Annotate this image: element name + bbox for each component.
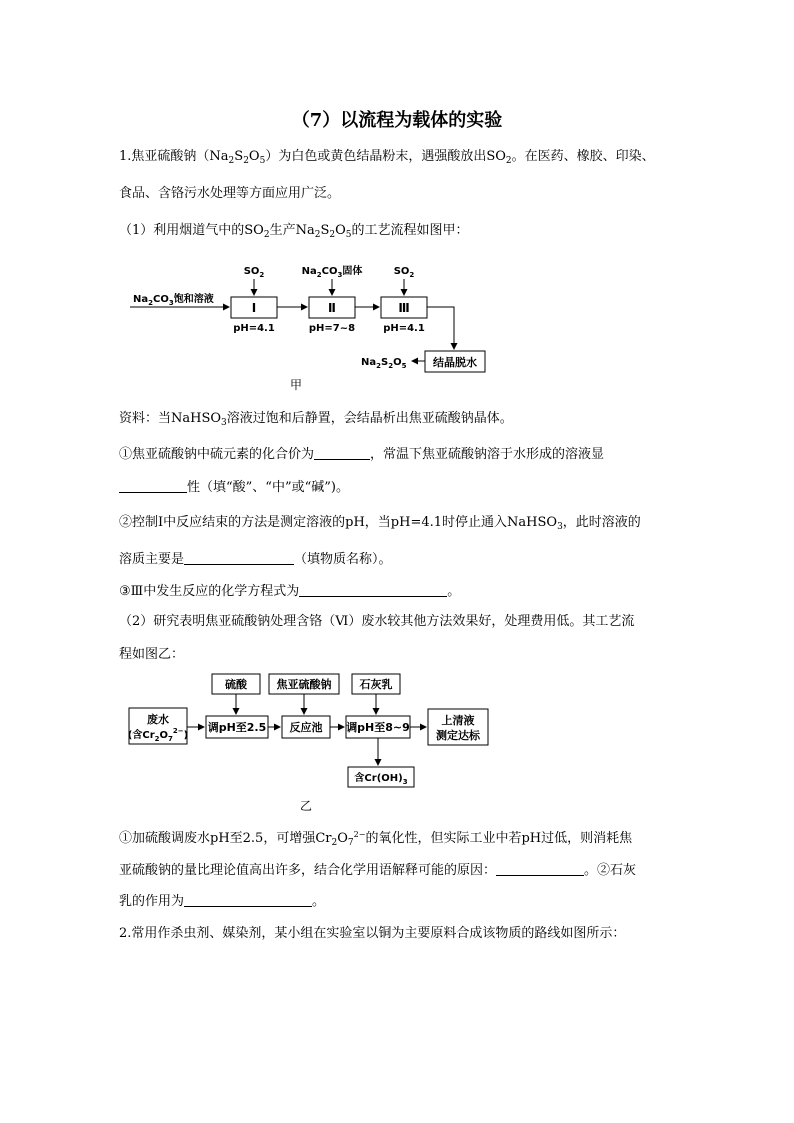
ph-label-3: pH=4.1 (383, 323, 425, 334)
svg-text:反应池: 反应池 (289, 721, 323, 734)
part2-line2: 程如图乙： (119, 647, 185, 662)
question-2-1: ①加硫酸调废水pH至2.5，可增强$Cr_2O_7^{2-}$的氧化性，但实际工业中若pH过低，则消耗焦 (119, 830, 633, 848)
question-1-1: ①焦亚硫酸钠中硫元素的化合价为 ，常温下焦亚硫酸钠溶于水形成的溶液显 (119, 447, 605, 462)
answer-blank[interactable] (184, 894, 312, 907)
svg-text:结晶脱水: 结晶脱水 (433, 356, 477, 369)
svg-text:(含Cr2O72−): (含$Cr_2O_7^{2-}$) (127, 727, 189, 743)
formula-nahso3: NaHSO$_3$ (171, 411, 227, 428)
svg-text:Ⅱ: Ⅱ (328, 301, 336, 315)
q1-part1: （1）利用烟道气中的$SO_2$生产$Na_2S_2O_5$的工艺流程如图甲： (119, 223, 469, 240)
part2-line1: （2）研究表明焦亚硫酸钠处理含铬（Ⅵ）废水较其他方法效果好，处理费用低。其工艺流 (119, 614, 635, 629)
q1-intro-line2: 食品、含铬污水处理等方面应用广泛。 (119, 186, 341, 201)
ph-label-2: pH=7~8 (308, 323, 356, 334)
flow-diagram-yi (126, 671, 496, 793)
flow-diagram-jia (125, 255, 505, 380)
note-line: 资料：当NaHSO$_3$溶液过饱和后静置，会结晶析出焦亚硫酸钠晶体。 (119, 411, 513, 428)
formula-so2: $SO_2$ (244, 223, 270, 240)
question-1-1-cont: 性（填“酸”、“中”或“碱”)。 (119, 480, 349, 496)
svg-text:Ⅲ: Ⅲ (398, 301, 410, 315)
svg-text:调pH至2.5: 调pH至2.5 (207, 721, 267, 734)
so2-feed-1: $SO_2$ (243, 266, 265, 279)
formula-nahso3: NaHSO$_3$ (507, 515, 563, 532)
formula-cr2o7: $Cr_2O_7^{2-}$ (315, 830, 366, 848)
input-na2co3-solution: $Na_2CO_3$饱和溶液 (133, 294, 214, 307)
svg-text:石灰乳: 石灰乳 (359, 678, 393, 691)
formula-na2s2o5: $Na_2S_2O_5$ (209, 149, 266, 166)
question-1-3: ③Ⅲ中发生反应的化学方程式为 。 (119, 584, 461, 599)
answer-blank[interactable] (299, 584, 447, 597)
question-2-1-cont: 亚硫酸钠的量比理论值高出许多，结合化学用语解释可能的原因： 。②石灰 (119, 863, 637, 878)
svg-text:测定达标: 测定达标 (436, 729, 480, 742)
question-1-2: ②控制Ⅰ中反应结束的方法是测定溶液的pH，当pH=4.1时停止通入NaHSO$_3$，此时溶液的 (119, 515, 641, 532)
svg-text:含Cr(OH)3: 含$Cr(OH)_3$ (354, 773, 408, 786)
ph-label-1: pH=4.1 (233, 323, 275, 334)
svg-text:废水: 废水 (147, 713, 169, 726)
svg-text:调pH至8~9: 调pH至8~9 (346, 721, 410, 734)
formula-na2s2o5: $Na_2S_2O_5$ (295, 223, 352, 240)
answer-blank[interactable] (184, 552, 294, 565)
svg-text:焦亚硫酸钠: 焦亚硫酸钠 (276, 678, 332, 691)
question-2: 2.常用作杀虫剂、媒染剂，某小组在实验室以铜为主要原料合成该物质的路线如图所示： (119, 926, 626, 941)
formula-so2: $SO_2$ (486, 149, 512, 166)
answer-blank[interactable] (119, 480, 187, 493)
so2-feed-3: $SO_2$ (393, 266, 415, 279)
figure-caption-yi: 乙 (300, 799, 313, 813)
svg-text:硫酸: 硫酸 (225, 678, 247, 691)
figure-caption-jia: 甲 (290, 378, 303, 392)
question-2-1-cont2: 乳的作用为 。 (119, 894, 326, 909)
svg-text:Ⅰ: Ⅰ (251, 301, 257, 315)
product-na2s2o5: $Na_2S_2O_5$ (361, 357, 407, 370)
answer-blank[interactable] (314, 447, 370, 460)
na2co3-solid-feed: $Na_2CO_3$固体 (301, 266, 363, 279)
svg-text:上清液: 上清液 (441, 714, 475, 727)
q1-intro-line1: 1.焦亚硫酸钠$(Na_2S_2O_5)$为白色或黄色结晶粉末，遇强酸放出$SO_2$。在医药、橡胶、印染、 (119, 149, 655, 166)
answer-blank[interactable] (496, 863, 584, 876)
page-title: （7）以流程为载体的实验 (291, 110, 503, 131)
question-1-2-cont: 溶质主要是 （填物质名称）。 (119, 552, 392, 567)
